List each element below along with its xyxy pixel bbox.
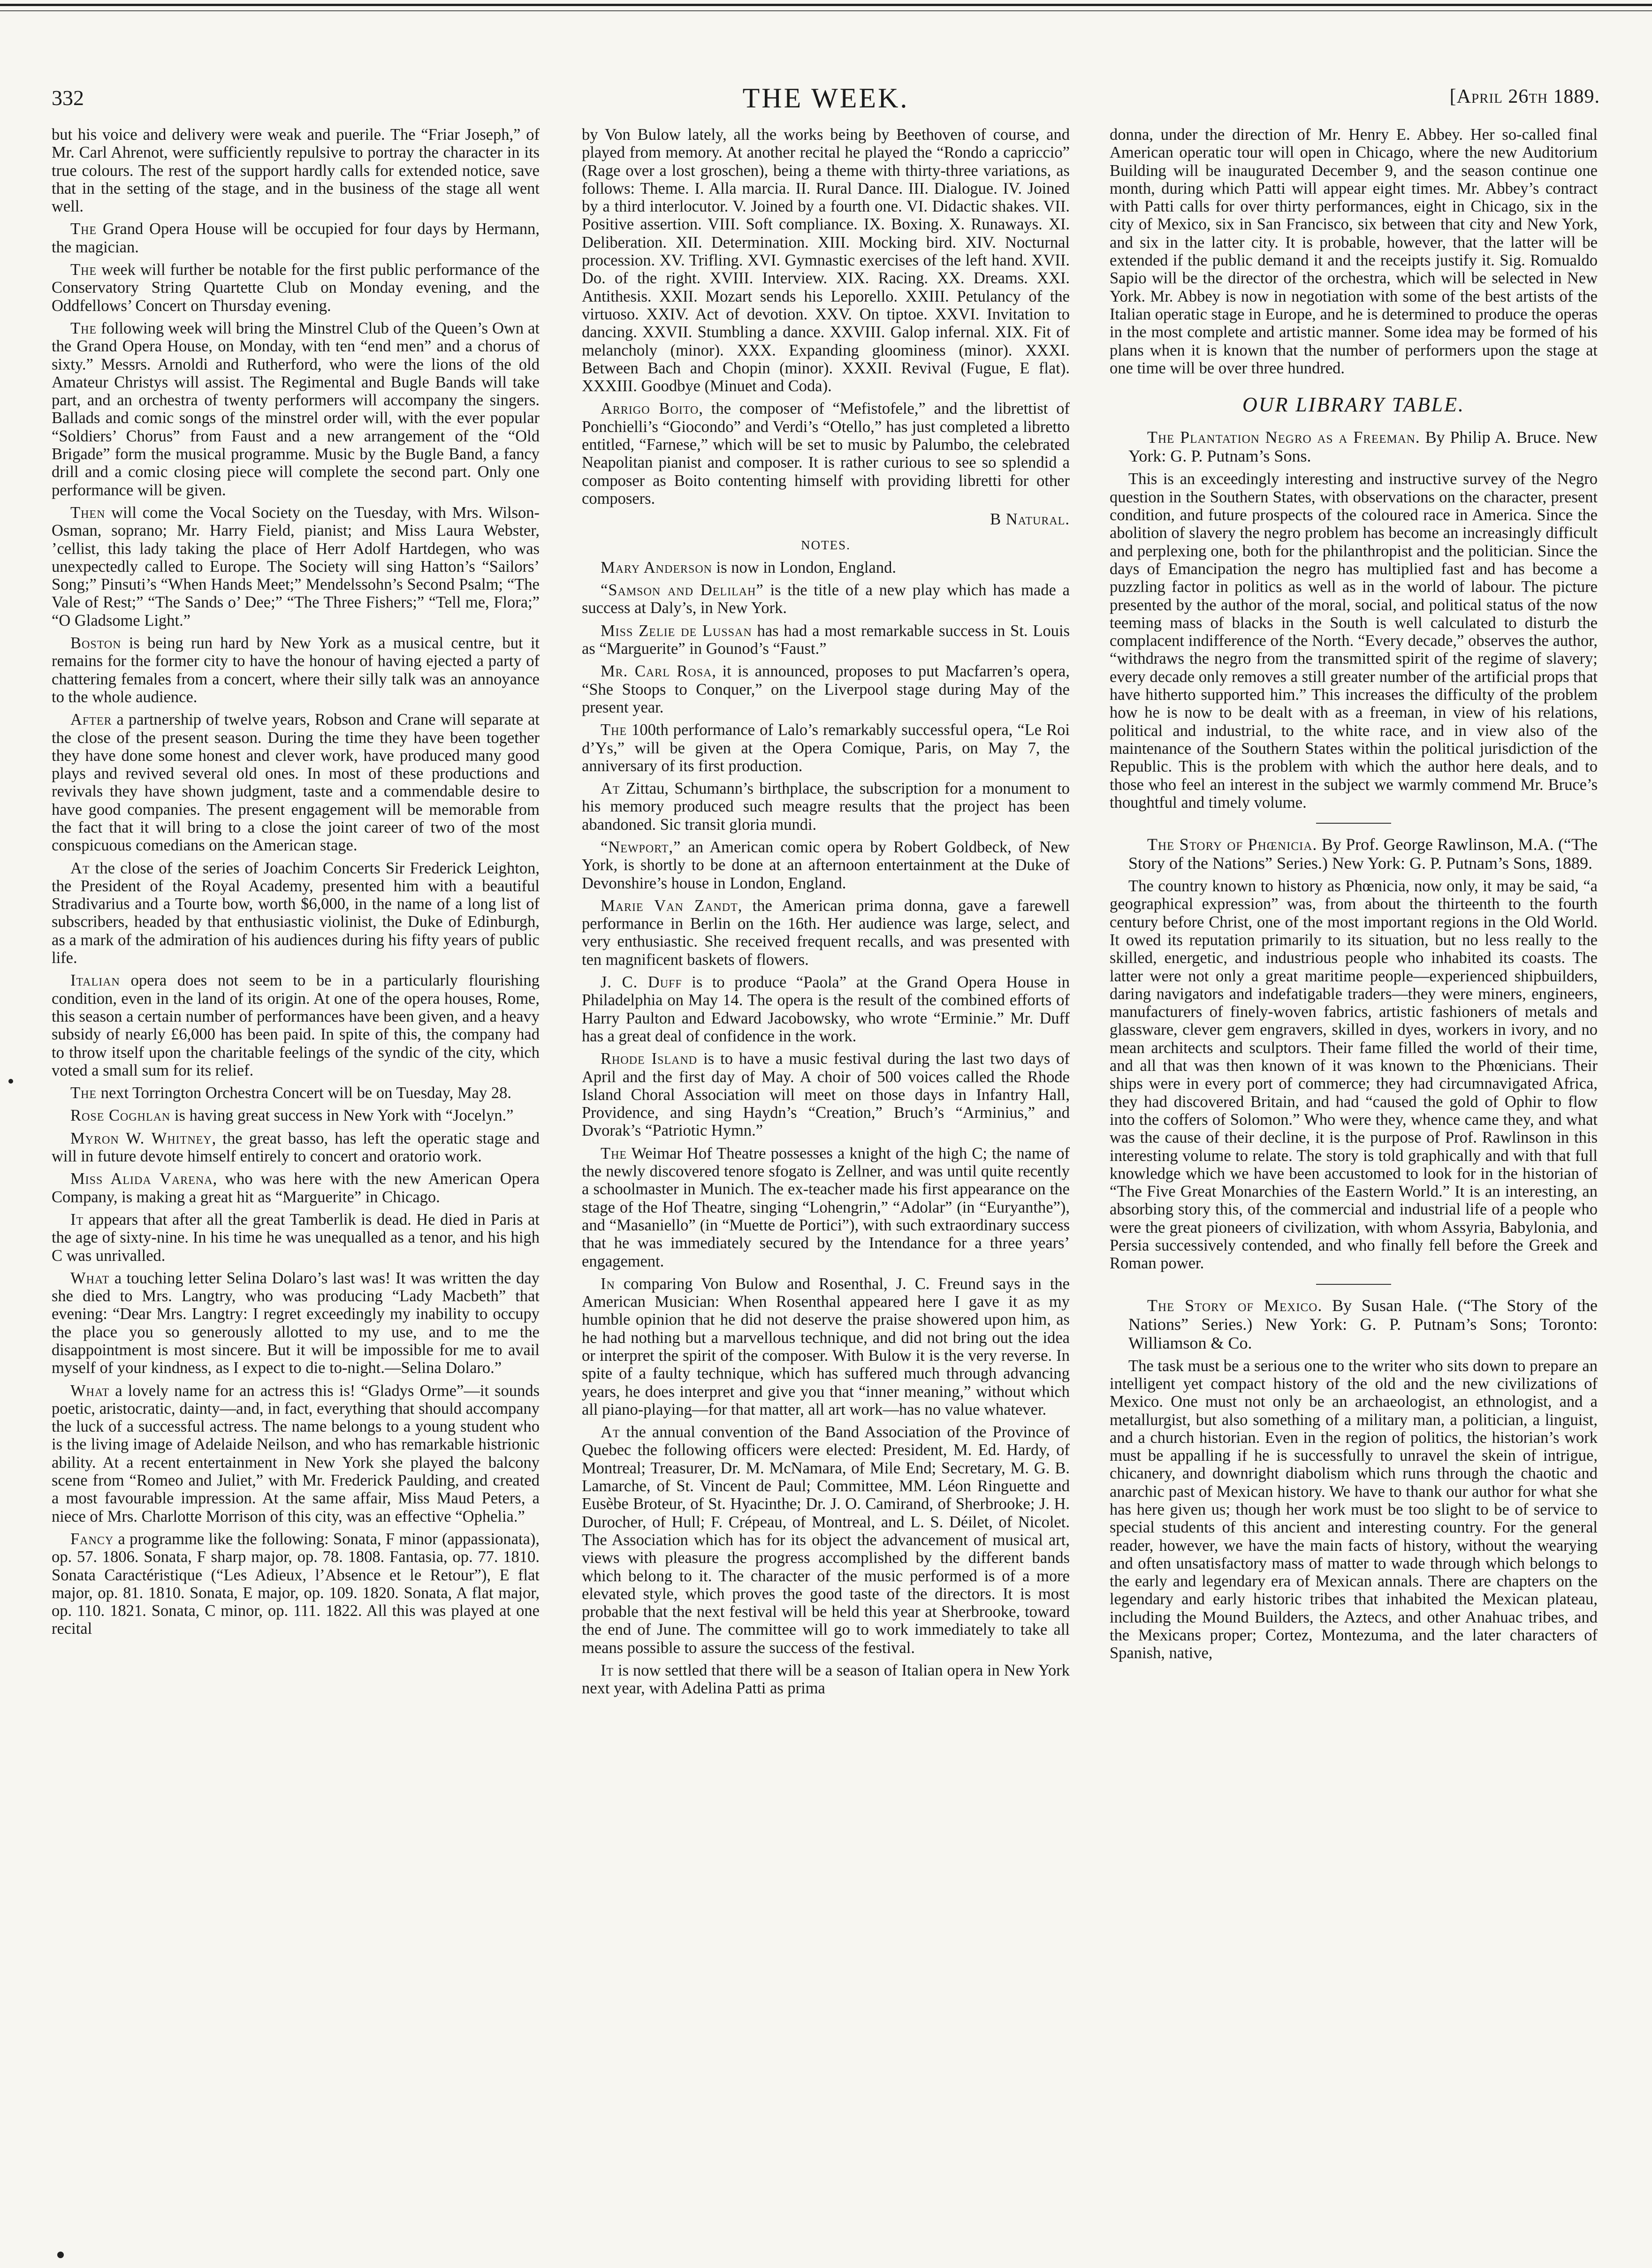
review-book-title: The Plantation Negro as a Freeman. xyxy=(1147,428,1420,447)
note-paragraph-lead: The xyxy=(601,721,627,739)
review-heading xyxy=(1110,428,1598,465)
notes-heading: NOTES. xyxy=(801,538,851,552)
note-paragraph-text: comparing Von Bulow and Rosenthal, J. C. Freund says in the American Musician: When Rosenthal appeared here I gave it as my humble opinion that he did not deserve the praise showered upon him, as he had nothing but a marvellous technique, and did not bring out the idea or interpret the spirit of the composer. With Bulow it is the very reverse. In spite of a faulty technique, which has suffered much through advancing years, he does interpret and give you that “inner meaning,” without which all piano-playing—for that matter, all art work—has no value whatever. xyxy=(582,1274,1070,1418)
note-paragraph xyxy=(582,581,1070,617)
review-divider xyxy=(1316,1284,1391,1285)
article-paragraph-text: is having great success in New York with “Jocelyn.” xyxy=(170,1107,514,1125)
article-paragraph-lead: Boston xyxy=(70,634,122,652)
article-paragraph xyxy=(52,261,540,315)
review-heading xyxy=(1110,835,1598,872)
note-paragraph xyxy=(582,1275,1070,1418)
note-paragraph-lead: The xyxy=(601,1144,627,1162)
article-paragraph-lead: At xyxy=(70,859,90,877)
article-paragraph-text: a partnership of twelve years, Robson and Crane will separate at the close of the present season. During the time they have been together they have done some honest and clever work, have produced many good plays and revived several old ones. In most of these productions and revivals they have shown judgment, taste and a commendable desire to have good companies. The present engagement will be memorable from the fact that it will bring to a close the joint career of two of the most conspicuous comedians on the American stage. xyxy=(52,711,540,855)
note-paragraph-lead: Marie Van Zandt xyxy=(601,896,738,915)
article-paragraph-text: , the great basso, has left the operatic stage and will in future devote himself entirely to concert and oratorio work. xyxy=(52,1129,540,1166)
page-header xyxy=(52,33,1600,114)
article-paragraph-text: next Torrington Orchestra Concert will be on Tuesday, May 28. xyxy=(97,1084,511,1102)
review-book-title: The Story of Phœnicia. xyxy=(1147,835,1317,854)
article-paragraph-text: Grand Opera House will be occupied for four days by Hermann, the magician. xyxy=(52,220,540,256)
article-paragraph-lead: The xyxy=(70,220,97,238)
article-paragraph xyxy=(52,126,540,215)
reviews-list xyxy=(1110,428,1598,1662)
note-paragraph-text: is now settled that there will be a season of Italian opera in New York next year, with Adelina Patti as prima xyxy=(582,1661,1070,1698)
note-paragraph-text: , the American prima donna, gave a farewell performance in Berlin on the 16th. Her audience was large, select, and very enthusiastic. She received frequent recalls, and was presented with ten magnificent baskets of flowers. xyxy=(582,896,1070,969)
article-paragraph-text: the close of the series of Joachim Concerts Sir Frederick Leighton, the President of the Royal Academy, presented him with a beautiful Stradivarius and a Tourte bow, worth $6,000, in the name of a long list of subscribers, headed by that enthusiastic violinist, the Duke of Edinburgh, as a mark of the admiration of his audiences during his fifty years of public life. xyxy=(52,859,540,967)
article-paragraph xyxy=(52,1107,540,1124)
article-paragraph xyxy=(52,859,540,967)
note-paragraph-text: Weimar Hof Theatre possesses a knight of the high C; the name of the newly discovered tenore sfogato is Zellner, and was until quite recently a schoolmaster in Munich. The ex-teacher made his first appearance on the stage of the Hof Theatre, singing “Lohengrin,” “Adolar” (in “Euryanthe”), and “Masaniello” (in “Muette de Portici”), with such extraordinary success that he was immediately secured by the Intendance for a three years’ engagement. xyxy=(582,1144,1070,1270)
note-paragraph xyxy=(582,721,1070,775)
article-paragraph-lead: Then xyxy=(70,503,106,522)
review-body: This is an exceedingly interesting and instructive survey of the Negro question in the Southern States, with observations on the character, present condition, and future prospects of the coloured race in America. Since the abolition of slavery the negro problem has become an increasingly difficult and perplexing one, both for the philanthropist and the politician. Since the days of Emancipation the negro has multiplied fast and has become a puzzling factor in politics as well as in the world of labour. The picture presented by the author of the moral, social, and political status of the now teeming mass of blacks in the South is well calculated to disturb the complacent indifference of the North. “Every decade,” observes the author, “withdraws the negro from the transmitted spirit of the regime of slavery; every decade only removes a still greater number of the artificial props that have hitherto supported him.” This increases the difficulty of the problem how he is now to be dealt with as a freeman, in view of his relations, political and industrial, to the white race, and in view also of the maintenance of the Southern States within the political jurisdiction of the Republic. This is the problem with which the author here deals, and to those who feel an interest in the subject we warmly commend Mr. Bruce’s thoughtful and timely volume. xyxy=(1110,470,1598,812)
article-paragraph xyxy=(52,1130,540,1166)
note-paragraph-text: is to produce “Paola” at the Grand Opera House in Philadelphia on May 14. The opera is the result of the combined efforts of Harry Paulton and Edward Jacobowsky, who wrote “Erminie.” Mr. Duff has a great deal of confidence in the work. xyxy=(582,973,1070,1045)
note-paragraph-text: is now in London, England. xyxy=(712,558,896,576)
note-paragraph-lead: “Samson and Delilah” xyxy=(601,581,764,599)
article-paragraph-text: following week will bring the Minstrel Club of the Queen’s Own at the Grand Opera House, on Monday, with ten “end men” and a chorus of sixty.” Messrs. Arnoldi and Rutherford, who were the lions of the old Amateur Christys will assist. The Regimental and Bugle Bands will take part, and an orchestra of twenty performers will accompany the singers. Ballads and comic songs of the minstrel order will, with the ever popular “Soldiers’ Chorus” from Faust and a new arrangement of the “Old Brigade” form the musical programme. Music by the Bugle Band, a fancy drill and a comic closing piece will complete the second part. Only one performance will be given. xyxy=(52,319,540,499)
column-middle xyxy=(582,126,1070,2246)
review-book-details: By Prof. George Rawlinson, M.A. (“The Story of the Nations” Series.) New York: G. P. Putnam’s Sons, 1889. xyxy=(1128,835,1598,873)
article-paragraph-lead: What xyxy=(70,1381,110,1400)
library-table-heading: OUR LIBRARY TABLE. xyxy=(1242,393,1465,417)
article-paragraph-lead: The xyxy=(70,261,97,279)
note-paragraph-lead: Rhode Island xyxy=(601,1050,698,1068)
page-number: 332 xyxy=(52,86,84,110)
note-paragraph xyxy=(582,1423,1070,1657)
article-paragraph-text: opera does not seem to be in a particularly flourishing condition, even in the land of its origin. At one of the opera houses, Rome, this season a certain number of performances have been given, and a heavy subsidy of nearly £6,000 has been paid. In spite of this, the company had to throw itself upon the charitable feelings of the syndic of the city, which voted a small sum for its relief. xyxy=(52,971,540,1079)
note-paragraph-lead: Mr. Carl Rosa xyxy=(601,662,712,681)
note-paragraph xyxy=(582,973,1070,1045)
column-signature: B Natural. xyxy=(990,510,1070,529)
note-paragraph-lead: “Newport,” xyxy=(601,838,681,856)
note-paragraph xyxy=(582,838,1070,892)
article-paragraph xyxy=(52,711,540,854)
article-paragraph-lead: It xyxy=(70,1210,84,1229)
note-paragraph-lead: At xyxy=(601,780,620,798)
article-paragraph-text: a touching letter Selina Dolaro’s last was! It was written the day she died to Mrs. Langtry, who was producing “Lady Macbeth” that evening: “Dear Mrs. Langtry: I regret exceedingly my inability to occupy the place you so generously allotted to my use, and to me the disappointment is most sincere. But it will be impossible for me to avail myself of your kindness, as I expect to die to-night.—Selina Dolaro.” xyxy=(52,1269,540,1377)
margin-mark xyxy=(8,1079,13,1084)
note-paragraph xyxy=(582,559,1070,576)
review-divider xyxy=(1316,823,1391,824)
note-paragraph-lead: In xyxy=(601,1274,615,1293)
article-paragraph-text: will come the Vocal Society on the Tuesday, with Mrs. Wilson-Osman, soprano; Mr. Harry Field, pianist; and Miss Laura Webster, ’cellist, this lady taking the place of Herr Adolf Hartdegen, who was unexpectedly called to Europe. The Society will sing Hatton’s “Sailors’ Song;” Pinsuti’s “When Hands Meet;” Mendelssohn’s Second Psalm; “The Vale of Rest;” “The Sands o’ Dee;” “The Three Fishers;” “Tell me, Flora;” “O Gladsome Light.” xyxy=(52,503,540,630)
note-paragraph-text: is the title of a new play which has made a success at Daly’s, in New York. xyxy=(582,581,1070,617)
note-paragraph-text: Zittau, Schumann’s birthplace, the subscription for a monument to his memory produced such meagre results that the project has been abandoned. Sic transit gloria mundi. xyxy=(582,780,1070,834)
notes-list xyxy=(582,559,1070,1698)
article-paragraph xyxy=(52,634,540,706)
note-paragraph-text: 100th performance of Lalo’s remarkably successful opera, “Le Roi d’Ys,” will be given at the Opera Comique, Paris, on May 7, the anniversary of its first production. xyxy=(582,721,1070,775)
note-paragraph xyxy=(582,622,1070,658)
note-paragraph-lead: J. C. Duff xyxy=(601,973,682,992)
review-book-details: By Philip A. Bruce. New York: G. P. Putnam’s Sons. xyxy=(1128,428,1598,466)
note-paragraph xyxy=(582,780,1070,834)
article-paragraph-lead: Myron W. Whitney xyxy=(70,1129,212,1147)
article-paragraph-text: a programme like the following: Sonata, F minor (appassionata), op. 57. 1806. Sonata, F sharp major, op. 78. 1808. Fantasia, op. 77. 1810. Sonata Caractéristique (“Les Adieux, l’Absence et le Retour”), E flat major, op. 81. 1810. Sonata, E major, op. 109. 1820. Sonata, A flat major, op. 110. 1821. Sonata, C minor, op. 111. 1822. All this was played at one recital xyxy=(52,1530,540,1638)
article-paragraph-lead: The xyxy=(70,1084,97,1102)
article-paragraph-lead: After xyxy=(70,711,112,729)
article-paragraph xyxy=(52,504,540,630)
article-paragraph xyxy=(52,319,540,499)
note-paragraph-lead: At xyxy=(601,1423,620,1441)
column-right xyxy=(1110,126,1598,2246)
top-border-rule xyxy=(0,4,1652,6)
article-paragraph-lead: What xyxy=(70,1269,110,1287)
note-paragraph-text: the annual convention of the Band Association of the Province of Quebec the following officers were elected: President, M. Ed. Hardy, of Montreal; Treasurer, Dr. M. McNamara, of Mile End; Secretary, M. G. B. Lamarche, of St. Vincent de Paul; Committee, MM. Léon Ringuette and Eusèbe Broteur, of St. Hyacinthe; Dr. J. O. Camirand, of Sherbrooke; J. H. Durocher, of Hull; F. Crépeau, of Montreal, and L. S. Déilet, of Nicolet. The Association which has for its object the advancement of musical art, views with pleasure the progress accomplished by the different bands which belong to it. The character of the music performed is of a more elevated style, which proves the good taste of the directors. It is most probable that the next festival will be held this year at Sherbrooke, toward the end of June. The committee will go to work immediately to take all means possible to assure the success of the festival. xyxy=(582,1423,1070,1657)
beethoven-program-continued: by Von Bulow lately, all the works being by Beethoven of course, and played from memory. At another recital he played the “Rondo a capriccio” (Rage over a lost groschen), being a theme with thirty-three variations, as follows: Theme. I. Alla marcia. II. Rural Dance. III. Dialogue. IV. Joined by a third interlocutor. V. Joined by a fourth one. VI. Didactic shakes. VII. Positive assertion. VIII. Soft compliance. IX. Boxing. X. Runaways. XI. Deliberation. XII. Determination. XIII. Mocking bird. XIV. Nocturnal procession. XV. Trifling. XVI. Gymnastic exercises of the left hand. XVII. Do. of the right. XVIII. Interview. XIX. Racing. XX. Dreams. XXI. Antithesis. XXII. Mozart sends his Leporello. XXIII. Petulancy of the virtuoso. XXIV. Act of devotion. XXV. On tiptoe. XXVI. Invitation to dancing. XXVII. Stumbling a dance. XXVIII. Galop infernal. XIX. Fit of melancholy (minor). XXX. Expanding gloominess (minor). XXXI. Between Bach and Chopin (minor). XXXII. Revival (Fugue, E flat). XXXIII. Goodbye (Minuet and Coda). xyxy=(582,126,1070,395)
article-paragraph-lead: Rose Coghlan xyxy=(70,1107,171,1125)
note-paragraph xyxy=(582,1145,1070,1270)
article-paragraph-text: appears that after all the great Tamberlik is dead. He died in Paris at the age of sixty-nine. In his time he was unequalled as a tenor, and his high C was unrivalled. xyxy=(52,1210,540,1265)
publication-title: THE WEEK. xyxy=(742,83,909,114)
top-border-rule-thin xyxy=(0,10,1652,11)
article-paragraph xyxy=(52,1170,540,1206)
article-paragraph xyxy=(52,220,540,256)
issue-date: [April 26th 1889. xyxy=(1449,86,1600,107)
note-paragraph-text: is to have a music festival during the last two days of April and the first day of May. A choir of 500 voices called the Rhode Island Choral Association will meet on those days in Infantry Hall, Providence, and sing Haydn’s “Creation,” Bruch’s “Arminius,” and Dvorak’s “Patriotic Hymn.” xyxy=(582,1050,1070,1140)
boito-lead: Arrigo Boito xyxy=(601,400,699,418)
article-paragraph-lead: Fancy xyxy=(70,1530,114,1548)
note-paragraph-text: an American comic opera by Robert Goldbeck, of New York, is shortly to be done at an afternoon entertainment at the Duke of Devonshire’s house in London, England. xyxy=(582,838,1070,892)
note-paragraph xyxy=(582,1050,1070,1139)
abbey-paragraph-continued: donna, under the direction of Mr. Henry E. Abbey. Her so-called final American operatic tour will open in Chicago, where the new Auditorium Building will be inaugurated December 9, and the season continue one month, during which Patti will appear eight times. Mr. Abbey’s contract with Patti calls for over thirty performances, eight in Chicago, six in the city of Mexico, six in San Francisco, six between that city and New York, and six in the latter city. It is probable, however, that the latter will be extended if the public demand it and the receipts justify it. Sig. Romualdo Sapio will be the director of the orchestra, which will be selected in New York. Mr. Abbey is now in negotiation with some of the best artists of the Italian operatic stage in Europe, and he is determined to produce the operas in the most complete and artistic manner. Some idea may be formed of his plans when it is known that the number of performers upon the stage at one time will be over three hundred. xyxy=(1110,126,1598,377)
article-paragraph xyxy=(52,971,540,1079)
boito-text: , the composer of “Mefistofele,” and the librettist of Ponchielli’s “Giocondo” and Verdi’s “Otello,” has just completed a libretto entitled, “Farnese,” which will be set to music by Palumbo, the celebrated Neapolitan pianist and composer. It is rather curious to see so splendid a composer as Boito contenting himself with providing libretti for other composers. xyxy=(582,400,1070,508)
article-paragraph xyxy=(52,1269,540,1377)
review-heading xyxy=(1110,1296,1598,1352)
boito-paragraph xyxy=(582,400,1070,508)
article-paragraph-text: a lovely name for an actress this is! “Gladys Orme”—it sounds poetic, aristocratic, dainty—and, in fact, everything that should accompany the luck of a successful actress. The name belongs to a young student who is the living image of Adelaide Neilson, and who has remarkable histrionic ability. At a recent entertainment in New York she played the balcony scene from “Romeo and Juliet,” with Mr. Frederick Paulding, and created a most favourable impression. At the same affair, Miss Maud Peters, a niece of Mrs. Charlotte Morrison of this city, was an effective “Ophelia.” xyxy=(52,1381,540,1525)
note-paragraph-text: , it is announced, proposes to put Macfarren’s opera, “She Stoops to Conquer,” on the Liverpool stage during May of the present year. xyxy=(582,662,1070,716)
review-book-details: By Susan Hale. (“The Story of the Nations” Series.) New York: G. P. Putnam’s Sons; Toronto: Williamson & Co. xyxy=(1128,1296,1598,1352)
article-paragraph-text: but his voice and delivery were weak and puerile. The “Friar Joseph,” of Mr. Carl Ahrenot, were sufficiently repulsive to portray the character in its true colours. The rest of the support hardly calls for extended notice, save that in the setting of the stage, and in the business of the stage all went well. xyxy=(52,126,540,216)
review-body: The task must be a serious one to the writer who sits down to prepare an intelligent yet compact history of the old and the new civilizations of Mexico. One must not only be an archaeologist, an ethnologist, and a metallurgist, but also something of a military man, a politician, a linguist, and a church historian. Even in the region of politics, the historian’s work must be appalling if he is successfully to unravel the skein of intrigue, chicanery, and downright diabolism which runs through the chaotic and anarchic past of Mexican history. We have to thank our author for what she has here given us; though her work must be too slight to be of service to special students of this ancient and interesting country. For the general reader, however, we have the main facts of history, without the wearying and often unsatisfactory mass of matter to wade through which belongs to the early and legendary era of Mexican annals. There are chapters on the legendary and early historic tribes that inhabited the Mexican plateau, including the Mound Builders, the Aztecs, and other Anahuac tribes, and the Mexicans proper; Cortez, Montezuma, and the later characters of Spanish, native, xyxy=(1110,1357,1598,1662)
margin-mark xyxy=(57,2252,64,2258)
article-paragraph-text: is being run hard by New York as a musical centre, but it remains for the former city to have the honour of having ejected a party of chattering females from a concert, where their silly talk was an annoyance to the whole audience. xyxy=(52,634,540,706)
article-paragraph xyxy=(52,1211,540,1265)
article-paragraph xyxy=(52,1382,540,1525)
note-paragraph-lead: Miss Zelie de Lussan xyxy=(601,622,752,640)
note-paragraph xyxy=(582,1661,1070,1698)
review-book-title: The Story of Mexico. xyxy=(1147,1296,1323,1315)
article-paragraph-text: , who was here with the new American Opera Company, is making a great hit as “Marguerite” in Chicago. xyxy=(52,1170,540,1206)
article-paragraph-lead: Italian xyxy=(70,971,120,990)
article-paragraph xyxy=(52,1530,540,1638)
review-body: The country known to history as Phœnicia, now only, it may be said, “a geographical expression” was, from about the thirteenth to the fourth century before Christ, one of the most important regions in the Old World. It owed its reputation primarily to its situation, but no less really to the skilled, energetic, and industrious people who inhabited its coasts. The latter were not only a great maritime people—experienced shipbuilders, daring navigators and indefatigable traders—they were miners, engineers, manufacturers of finely-woven fabrics, artistic fashioners of metals and glassware, clever gem engravers, skilled in dyes, workers in ivory, and no mean architects and sculptors. Their fame filled the world of their time, and all that was then known of it was known to the Phœnicians. Their ships were in every port of commerce; they had circumnavigated Africa, they had discovered Britain, and had “caused the gold of Ophir to flow into the coffers of Solomon.” Who were they, whence came they, and what was the cause of their decline, it is the purpose of Prof. Rawlinson in this interesting volume to relate. The story is told graphically and with that full knowledge which we have been accustomed to look for in the historian of “The Five Great Monarchies of the Eastern World.” It is an interesting, an absorbing story this, of the commercial and industrial life of a people who were the great pioneers of civilization, with whom Assyria, Babylonia, and Persia successively contended, and who finally fell before the Greek and Roman power. xyxy=(1110,877,1598,1273)
column-left xyxy=(52,126,540,2246)
article-paragraph-lead: The xyxy=(70,319,97,337)
note-paragraph-lead: It xyxy=(601,1661,614,1680)
article-paragraph-text: week will further be notable for the first public performance of the Conservatory String Quartette Club on Monday evening, and the Oddfellows’ Concert on Thursday evening. xyxy=(52,261,540,315)
note-paragraph xyxy=(582,897,1070,969)
article-paragraph xyxy=(52,1084,540,1102)
note-paragraph xyxy=(582,662,1070,716)
article-paragraph-lead: Miss Alida Varena xyxy=(70,1170,213,1188)
note-paragraph-lead: Mary Anderson xyxy=(601,558,713,576)
note-paragraph-text: has had a most remarkable success in St. Louis as “Marguerite” in Gounod’s “Faust.” xyxy=(582,622,1070,658)
